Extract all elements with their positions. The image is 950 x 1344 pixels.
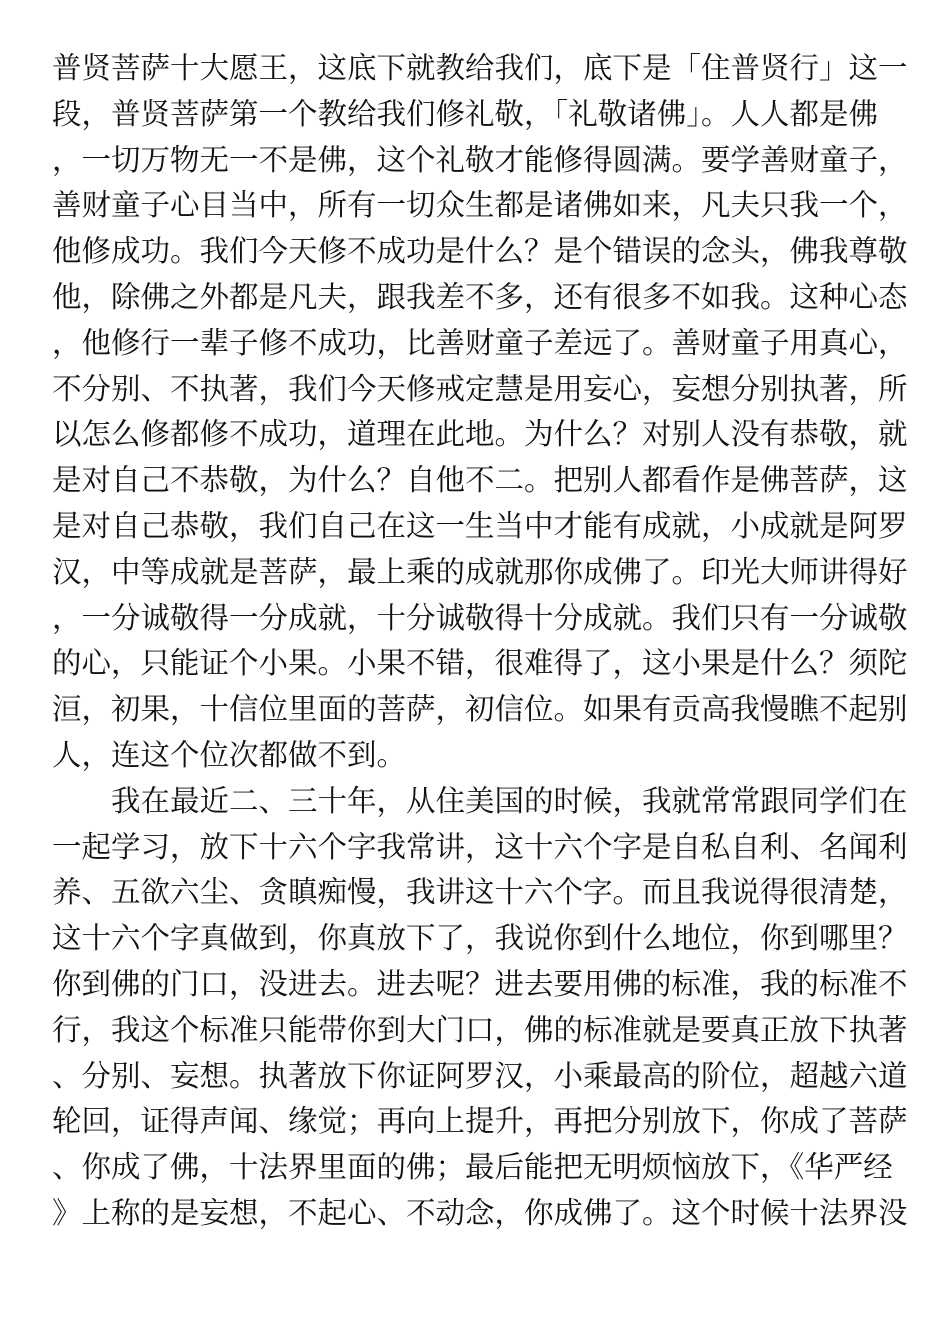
text-line: 养、五欲六尘、贪瞋痴慢，我讲这十六个字。而且我说得很清楚， [52,875,908,910]
text-line: 段，普贤菩萨第一个教给我们修礼敬，「礼敬诸佛」。人人都是佛 [52,96,879,131]
text-line: 不分别、不执著，我们今天修戒定慧是用妄心，妄想分别执著，所 [52,371,908,406]
text-line: 洹，初果，十信位里面的菩萨，初信位。如果有贡高我慢瞧不起别 [52,692,908,727]
text-line: 汉，中等成就是菩萨，最上乘的成就那你成佛了。印光大师讲得好 [52,554,908,589]
text-line: 这十六个字真做到，你真放下了，我说你到什么地位，你到哪里？ [52,921,908,956]
text-line: 的心，只能证个小果。小果不错，很难得了，这小果是什么？须陀 [52,646,908,681]
text-line: 、你成了佛，十法界里面的佛；最后能把无明烦恼放下，《华严经 [52,1150,893,1185]
text-line: 善财童子心目当中，所有一切众生都是诸佛如来，凡夫只我一个， [52,188,908,223]
text-line: 人，连这个位次都做不到。 [52,737,407,772]
text-line: 行，我这个标准只能带你到大门口，佛的标准就是要真正放下执著 [52,1012,908,1047]
text-line: 他，除佛之外都是凡夫，跟我差不多，还有很多不如我。这种心态 [52,279,908,314]
text-line: 普贤菩萨十大愿王，这底下就教给我们，底下是「住普贤行」这一 [52,51,908,85]
text-line: 一起学习，放下十六个字我常讲，这十六个字是自私自利、名闻利 [52,829,908,864]
text-line: 》上称的是妄想，不起心、不动念，你成佛了。这个时候十法界没 [52,1195,908,1230]
text-line: ，他修行一辈子修不成功，比善财童子差远了。善财童子用真心， [52,325,908,360]
text-line: 是对自己不恭敬，为什么？自他不二。把别人都看作是佛菩萨，这 [52,463,908,498]
text-line: 轮回，证得声闻、缘觉；再向上提升，再把分别放下，你成了菩萨 [52,1104,908,1139]
text-line: 是对自己恭敬，我们自己在这一生当中才能有成就，小成就是阿罗 [52,508,908,543]
text-line: 以怎么修都修不成功，道理在此地。为什么？对别人没有恭敬，就 [52,417,908,452]
text-line: 你到佛的门口，没进去。进去呢？进去要用佛的标准，我的标准不 [52,966,908,1001]
body-text [52,46,908,1237]
text-line: ，一切万物无一不是佛，这个礼敬才能修得圆满。要学善财童子， [52,142,908,177]
paragraph-start-line: 我在最近二、三十年，从住美国的时候，我就常常跟同学们在 [111,783,908,818]
text-line: ，一分诚敬得一分成就，十分诚敬得十分成就。我们只有一分诚敬 [52,600,908,635]
text-line: 、分别、妄想。执著放下你证阿罗汉，小乘最高的阶位，超越六道 [52,1058,908,1093]
text-line: 他修成功。我们今天修不成功是什么？是个错误的念头，佛我尊敬 [52,234,908,269]
